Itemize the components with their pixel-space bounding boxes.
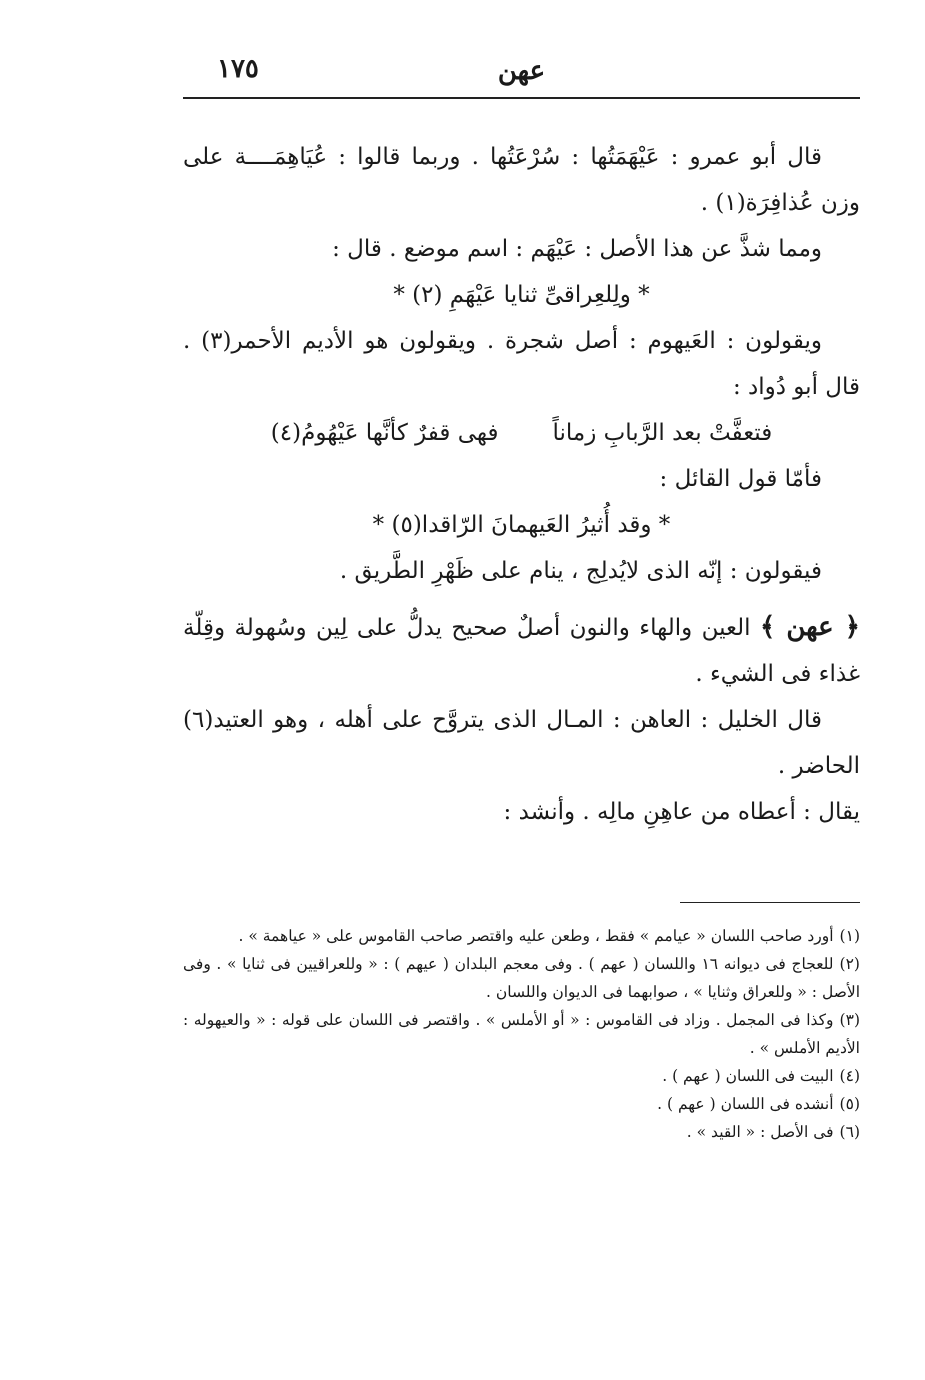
verse-line: * وقد أُثيرُ العَيهمانَ الرّاقدا(٥) *: [372, 512, 671, 538]
main-text: [183, 134, 860, 835]
footnote-text: البيت فى اللسان ( عهم ) .: [662, 1067, 834, 1085]
footnote: [183, 922, 860, 950]
paragraph-explanation: فيقولون : إنّه الذى لايُدلِج ، ينام على ظَهْرِ الطَّريق .: [339, 558, 822, 584]
paragraph-khalil: قال الخليل : العاهن : المـال الذى يتروَّح على أهله ، وهو العتيد(٦) الحاضر .: [183, 707, 860, 779]
paragraph-ayhum: ويقولون : العَيهوم : أصل شجرة . ويقولون هو الأديم الأحمر(٣) . قال أبو دُواد :: [183, 328, 860, 400]
verse-second-hemistich: فهى قفرٌ كأنَّها عَيْهُومُ(٤): [270, 420, 499, 446]
page-number: ١٧٥: [217, 54, 259, 84]
footnote-number: (٤): [839, 1067, 860, 1085]
footnote: [183, 950, 860, 1006]
spacer: [183, 594, 860, 604]
footnote-number: (٢): [839, 955, 860, 973]
paragraph-exception: ومما شذَّ عن هذا الأصل : عَيْهَم : اسم موضع . قال :: [332, 236, 822, 262]
page-header: [183, 52, 860, 96]
headword: ﴿ عهن ﴾: [759, 612, 861, 642]
footnote: [183, 1062, 860, 1090]
running-head: عهن: [497, 56, 546, 86]
footnote-text: للعجاج فى ديوانه ١٦ واللسان ( عهم ) . وفى معجم البلدان ( عيهم ) : « وللعراقيين فى ثنايا » . وفى الأصل : « وللعراق وثنايا » ، صوابهما فى الديوان واللسان .: [183, 955, 860, 1001]
footnotes: [183, 922, 860, 1146]
footnote-rule: [680, 902, 860, 903]
footnote-number: (٦): [839, 1123, 860, 1141]
footnote: [183, 1090, 860, 1118]
footnote-text: فى الأصل : « القيد » .: [686, 1123, 834, 1141]
paragraph-abu-amr: قال أبو عمرو : عَيْهَمَتُها : سُرْعَتُها . وربما قالوا : عُيَاهِمَــــة على وزن عُذافِرَة(١) .: [183, 144, 860, 216]
footnote: [183, 1118, 860, 1146]
paragraph-speaker: فأمّا قول القائل :: [659, 466, 822, 492]
footnote-number: (١): [839, 927, 860, 945]
verse-first-hemistich: فتعفَّتْ بعد الرَّبابِ زماناً: [552, 420, 773, 446]
entry-ahn: [183, 604, 860, 697]
footnote-number: (٣): [839, 1011, 860, 1029]
footnote-text: وكذا فى المجمل . وزاد فى القاموس : « أو الأملس » . واقتصر فى اللسان على قوله : « والعيهوله : الأديم الأملس » .: [183, 1011, 860, 1057]
footnote-number: (٥): [839, 1095, 860, 1113]
entry-definition: العين والهاء والنون أصلٌ صحيح يدلُّ على لِين وسُهولة وقِلّة غذاء فى الشيء .: [183, 615, 860, 687]
paragraph-yuqal: يقال : أعطاه من عاهِنِ مالِه . وأنشد :: [503, 799, 860, 825]
footnote-text: أنشده فى اللسان ( عهم ) .: [657, 1095, 834, 1113]
header-rule: [183, 97, 860, 99]
footnote: [183, 1006, 860, 1062]
verse-couplet: [183, 410, 860, 456]
verse-line: * ولِلعِراقىِّ ثنايا عَيْهَمِ (٢) *: [393, 282, 650, 308]
footnote-text: أورد صاحب اللسان « عيامم » فقط ، وطعن عليه واقتصر صاحب القاموس على « عياهمة » .: [238, 927, 834, 945]
